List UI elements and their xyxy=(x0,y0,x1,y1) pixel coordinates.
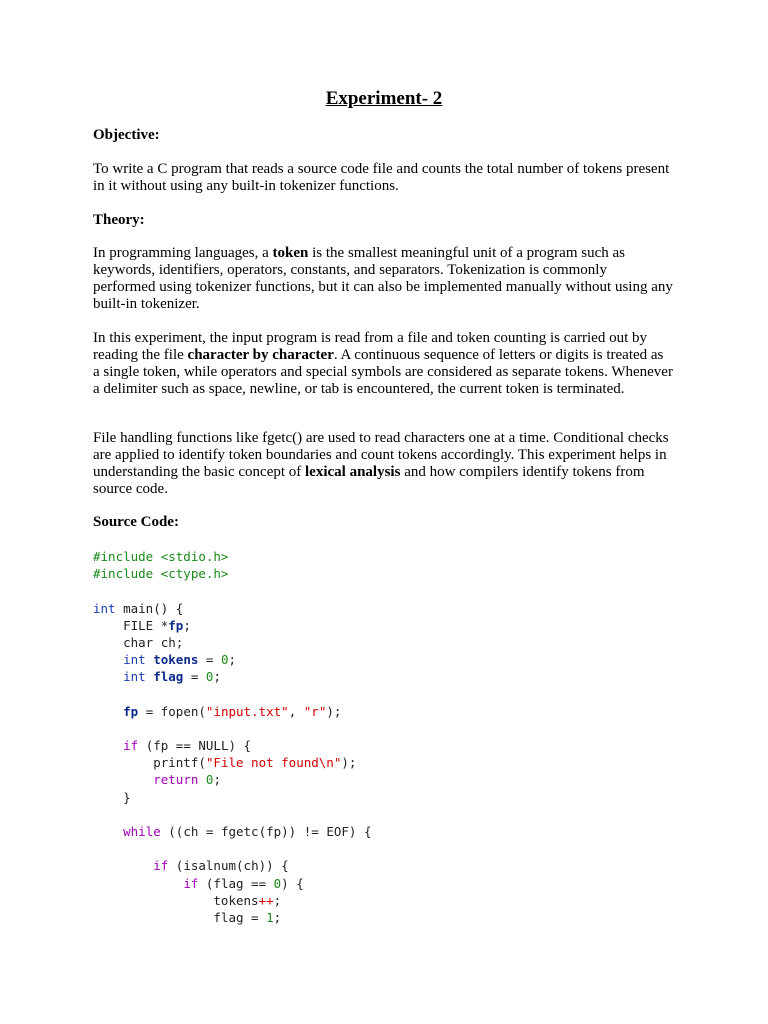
code-token: if xyxy=(153,858,169,874)
code-token: #include <stdio.h> xyxy=(93,549,229,564)
code-line xyxy=(93,668,371,685)
code-token xyxy=(93,772,153,787)
theory-paragraph-3 xyxy=(93,430,673,498)
code-token: ++ xyxy=(258,892,274,908)
code-token: fp xyxy=(168,617,184,633)
theory-paragraph-1 xyxy=(93,245,673,313)
code-token: flag xyxy=(153,669,184,685)
code-token xyxy=(93,652,123,667)
code-line xyxy=(93,754,371,771)
code-token: tokens xyxy=(93,892,259,908)
code-token xyxy=(93,858,153,873)
code-token: int xyxy=(93,600,116,616)
code-token xyxy=(93,824,123,839)
source-code-heading: Source Code: xyxy=(93,514,179,530)
code-token: printf( xyxy=(93,755,206,771)
objective-heading: Objective: xyxy=(93,127,160,143)
code-token: = fopen( xyxy=(138,703,206,719)
code-token: flag = xyxy=(93,909,267,925)
code-token: main() { xyxy=(115,600,184,616)
code-line xyxy=(93,565,371,582)
source-code-block xyxy=(93,548,371,926)
code-token xyxy=(93,876,183,891)
code-token: ; xyxy=(273,892,282,908)
code-token xyxy=(93,738,123,753)
code-line xyxy=(93,582,371,599)
code-token: while xyxy=(123,824,161,839)
code-token: tokens xyxy=(153,652,199,668)
code-token: "r" xyxy=(303,703,327,719)
code-line xyxy=(93,720,371,737)
code-line xyxy=(93,857,371,874)
code-line xyxy=(93,600,371,617)
code-line xyxy=(93,617,371,634)
code-token: ; xyxy=(183,617,191,633)
code-line xyxy=(93,806,371,823)
code-token: (isalnum(ch)) { xyxy=(168,858,289,874)
code-line xyxy=(93,737,371,754)
text-run: and how compilers identify tokens from source code. xyxy=(93,464,645,497)
code-token xyxy=(93,669,123,684)
code-line xyxy=(93,892,371,909)
code-token: = xyxy=(198,652,221,668)
code-token: FILE * xyxy=(93,617,169,633)
text-run: File handling functions like fgetc() are used to read characters one at a time. Conditional checks are applied to identify token boundaries and count tokens accordingly. This experiment helps in understanding the basic concept of xyxy=(93,430,669,480)
code-token: ; xyxy=(213,772,221,788)
code-token: int xyxy=(123,652,146,668)
code-line xyxy=(93,771,371,788)
code-token: (flag == xyxy=(198,875,274,891)
code-token: "File not found\n" xyxy=(205,755,342,771)
code-line xyxy=(93,875,371,892)
code-token: (fp == NULL) { xyxy=(138,738,252,754)
code-line xyxy=(93,686,371,703)
code-token: if xyxy=(123,738,139,754)
theory-paragraph-2 xyxy=(93,330,673,398)
bold-term: lexical analysis xyxy=(305,464,401,480)
code-line xyxy=(93,651,371,668)
code-token: ); xyxy=(341,755,357,771)
page-title: Experiment- 2 xyxy=(325,88,443,109)
text-run: In this experiment, the input program is read from a file and token counting is carried out by reading the file xyxy=(93,330,648,363)
code-token: ; xyxy=(228,652,237,668)
code-token: int xyxy=(123,669,146,685)
text-run: is the smallest meaningful unit of a program such as keywords, identifiers, operators, constants, and separators. Tokenization is commonly performed using tokenizer functions, but it can also be implemented manually without using any built-in tokenizer. xyxy=(93,245,673,312)
code-token: ) { xyxy=(281,875,304,891)
bold-term: token xyxy=(272,245,309,261)
code-line xyxy=(93,634,371,651)
code-token: 0 xyxy=(220,652,229,668)
code-token: ((ch = fgetc(fp)) != EOF) { xyxy=(160,824,372,839)
code-token xyxy=(198,772,206,787)
code-line xyxy=(93,909,371,926)
code-token: ; xyxy=(213,669,221,685)
code-token: 0 xyxy=(205,669,214,685)
code-token: #include <ctype.h> xyxy=(93,566,229,582)
code-line xyxy=(93,548,371,565)
code-token: 0 xyxy=(205,772,214,788)
code-token: 0 xyxy=(273,875,282,891)
code-token: = xyxy=(183,669,206,685)
code-token xyxy=(93,704,123,719)
code-token: 1 xyxy=(266,909,274,925)
text-run: In programming languages, a xyxy=(93,245,273,261)
code-line xyxy=(93,823,371,840)
objective-paragraph: To write a C program that reads a source code file and counts the total number of tokens present in it without using any built-in tokenizer functions. xyxy=(93,161,670,194)
code-token: char ch; xyxy=(93,634,184,650)
code-token: return xyxy=(153,772,199,788)
code-token: if xyxy=(183,875,199,891)
code-token: ; xyxy=(273,909,282,925)
bold-term: character by character xyxy=(187,347,334,363)
code-token: , xyxy=(288,703,304,719)
code-line xyxy=(93,789,371,806)
code-line xyxy=(93,840,371,857)
code-token: "input.txt" xyxy=(205,703,289,719)
code-token: ); xyxy=(326,703,342,719)
text-run: . A continuous sequence of letters or digits is treated as a single token, while operators and special symbols are considered as separate tokens. Whenever a delimiter such as space, newline, or tab is encountered, the current token is terminated. xyxy=(93,347,673,397)
code-token: } xyxy=(93,789,131,805)
theory-heading: Theory: xyxy=(93,212,145,228)
code-line xyxy=(93,703,371,720)
code-token: fp xyxy=(123,703,139,719)
